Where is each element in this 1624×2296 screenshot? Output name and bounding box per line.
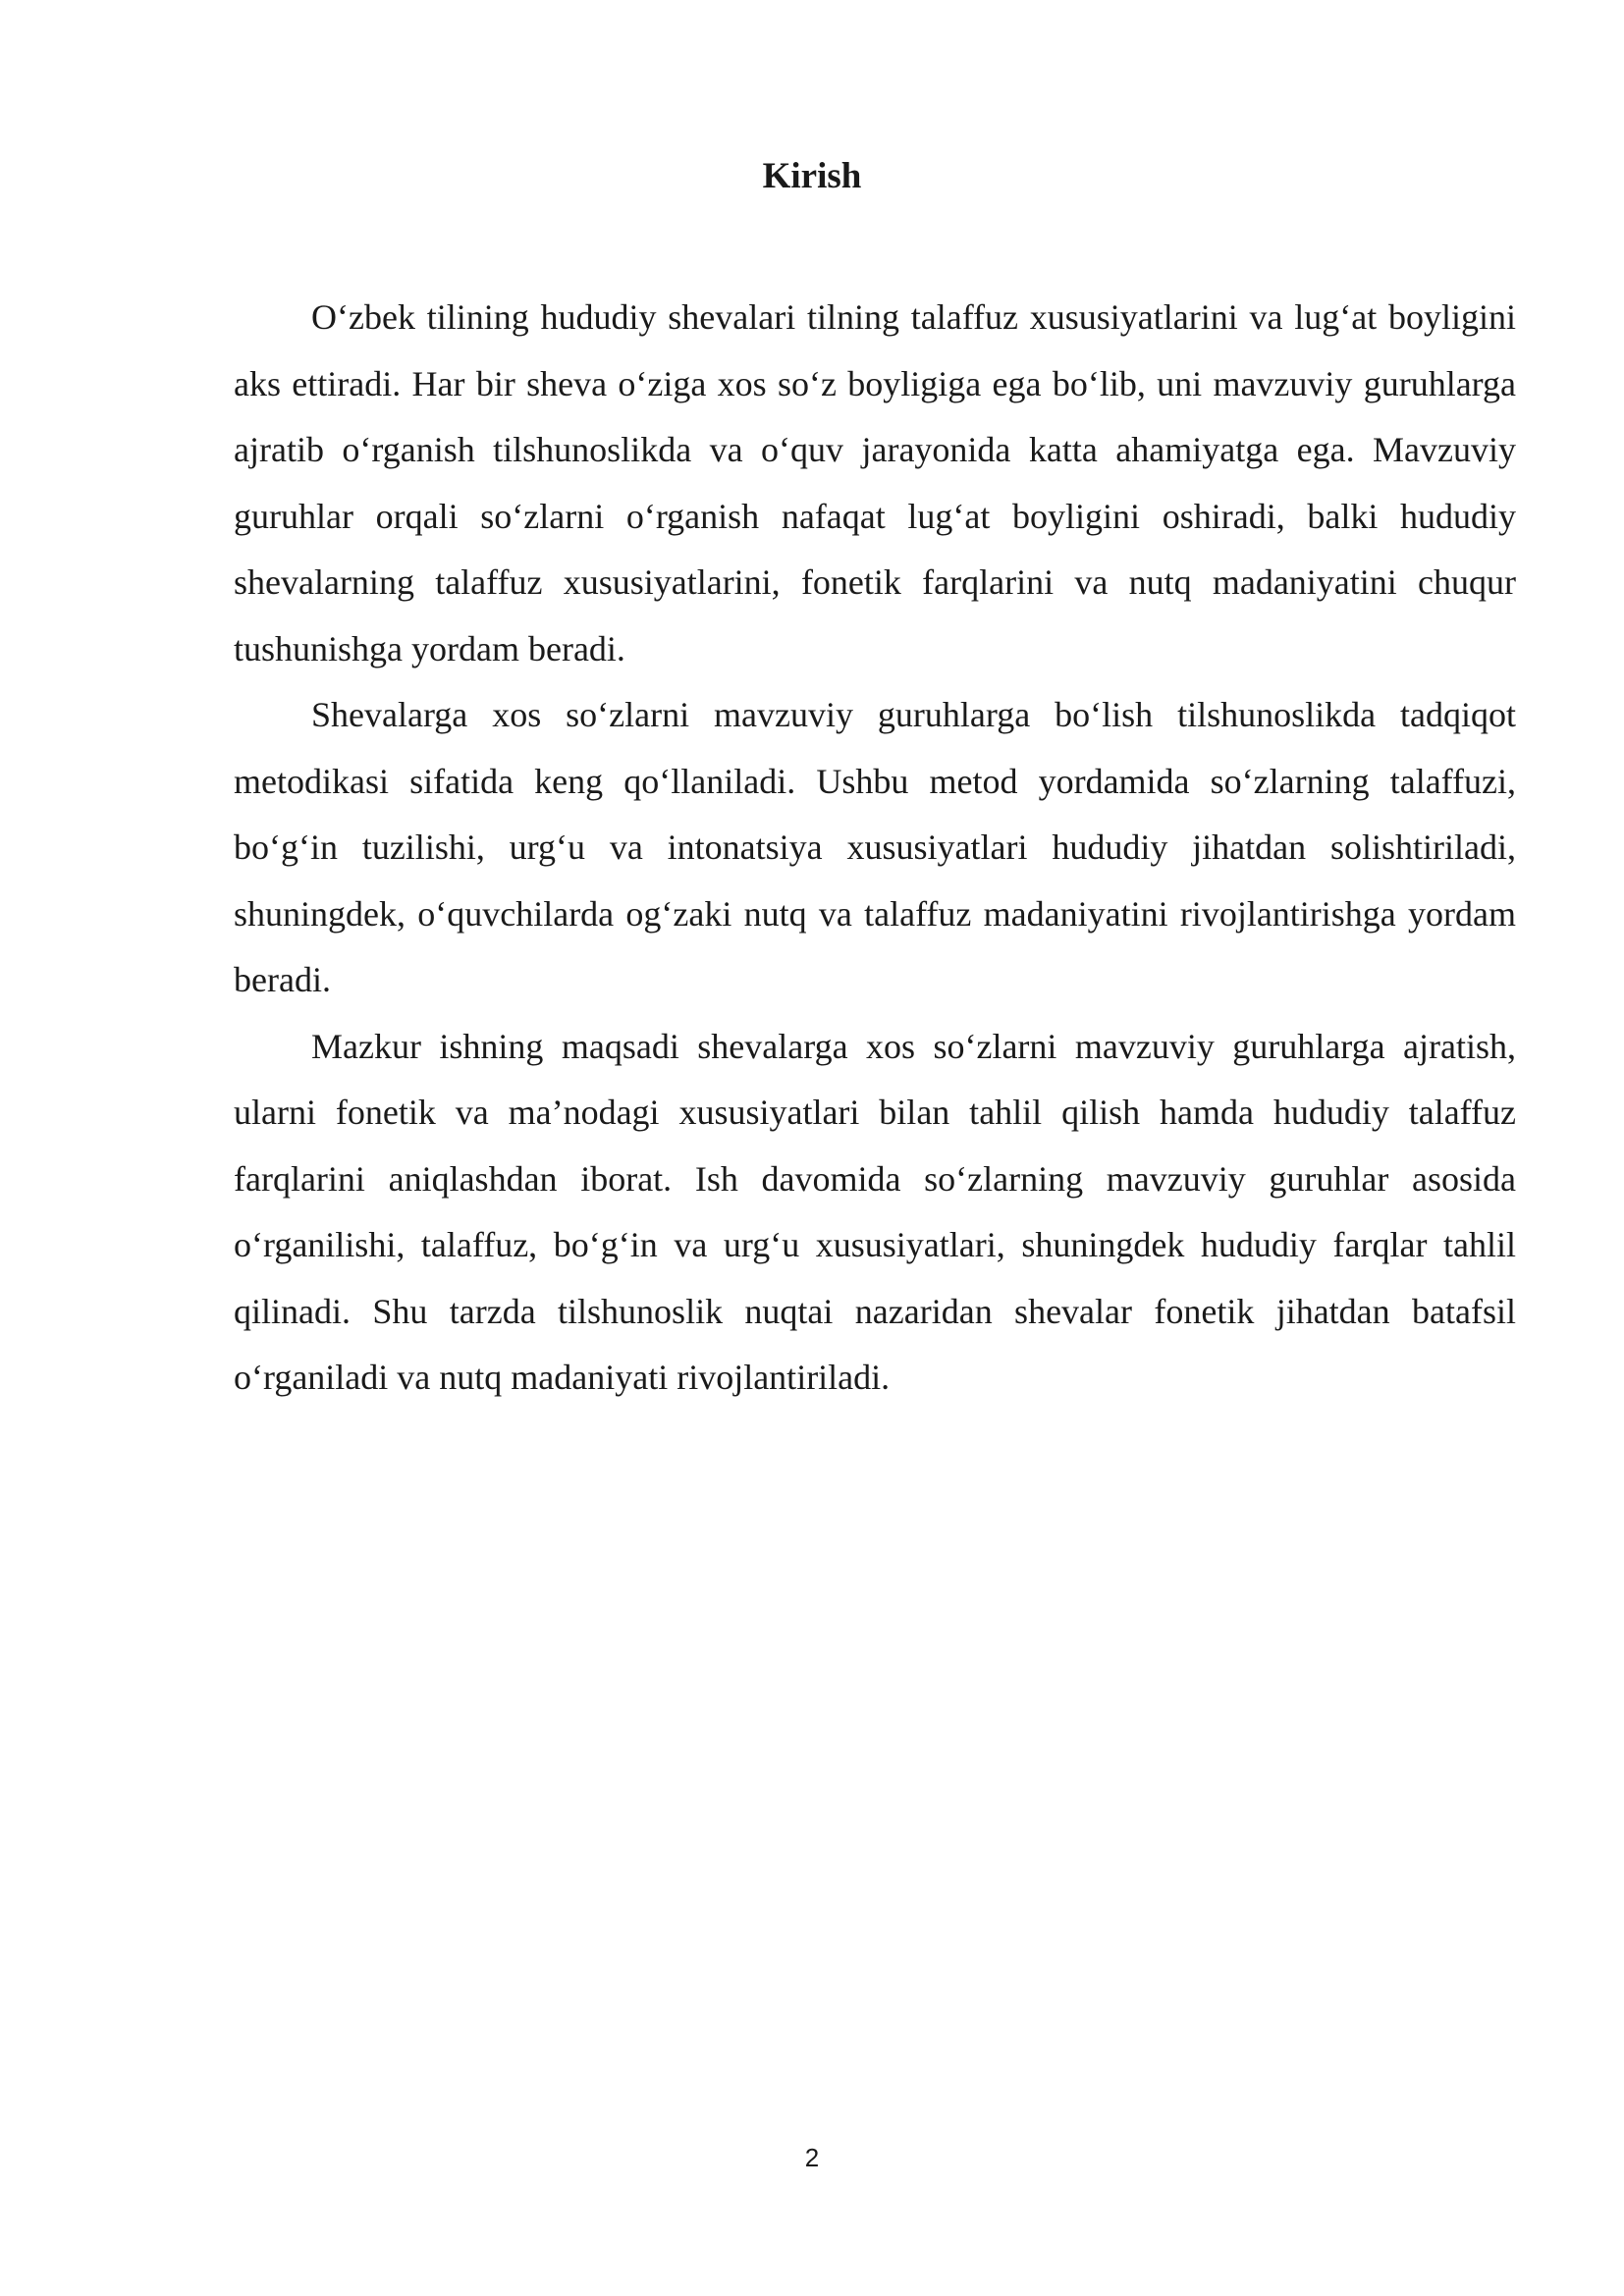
paragraph-3: Mazkur ishning maqsadi shevalarga xos so‘zlarni mavzuviy guruhlarga ajratish, ularni fonetik va ma’nodagi xususiyatlari bilan tahlil qilish hamda hududiy talaffuz farqlarini aniqlashdan iborat. Ish davomida so‘zlarning mavzuviy guruhlar asosida o‘rganilishi, talaffuz, bo‘g‘in va urg‘u xususiyatlari, shuningdek hududiy farqlar tahlil qilinadi. Shu tarzda tilshunoslik nuqtai nazaridan shevalar fonetik jihatdan batafsil o‘rganiladi va nutq madaniyati rivojlantiriladi. <box>234 1026 1516 1397</box>
page-title: Kirish <box>762 156 862 196</box>
paragraph-2: Shevalarga xos so‘zlarni mavzuviy guruhlarga bo‘lish tilshunoslikda tadqiqot metodikasi sifatida keng qo‘llaniladi. Ushbu metod yordamida so‘zlarning talaffuzi, bo‘g‘in tuzilishi, urg‘u va intonatsiya xususiyatlari hududiy jihatdan solishtiriladi, shuningdek, o‘quvchilarda og‘zaki nutq va talaffuz madaniyatini rivojlantirishga yordam beradi. <box>234 695 1516 999</box>
page-number: 2 <box>804 2143 820 2172</box>
body-text <box>234 285 1516 1412</box>
paragraph-1: O‘zbek tilining hududiy shevalari tilning talaffuz xususiyatlarini va lug‘at boyligini aks ettiradi. Har bir sheva o‘ziga xos so‘z boyligiga ega bo‘lib, uni mavzuviy guruhlarga ajratib o‘rganish tilshunoslikda va o‘quv jarayonida katta ahamiyatga ega. Mavzuviy guruhlar orqali so‘zlarni o‘rganish nafaqat lug‘at boyligini oshiradi, balki hududiy shevalarning talaffuz xususiyatlarini, fonetik farqlarini va nutq madaniyatini chuqur tushunishga yordam beradi. <box>234 297 1516 668</box>
